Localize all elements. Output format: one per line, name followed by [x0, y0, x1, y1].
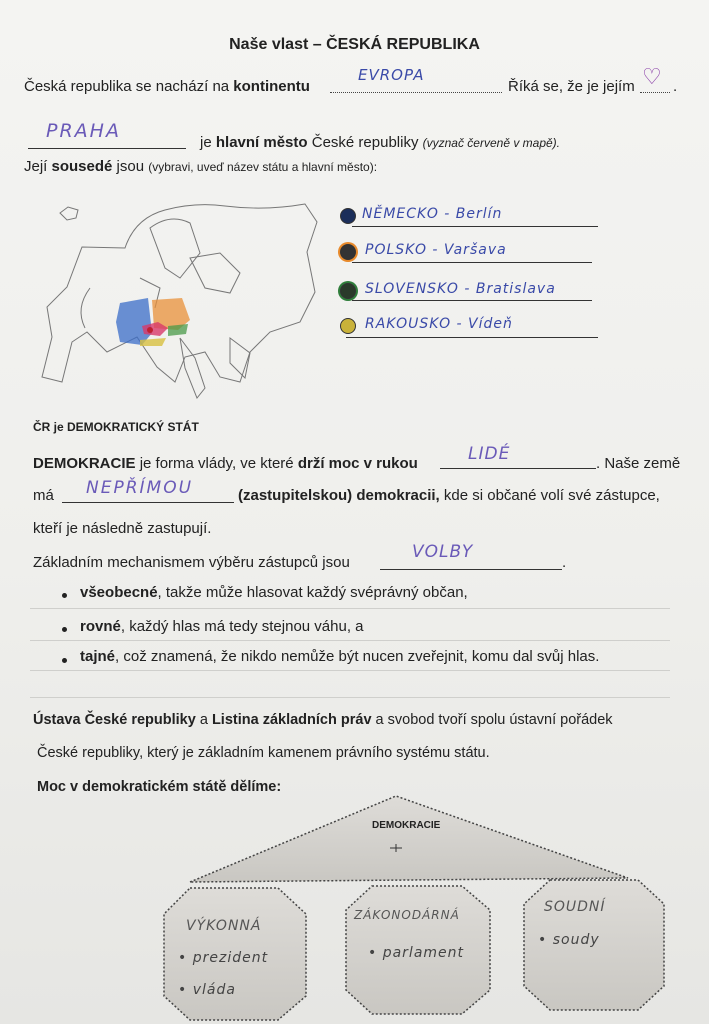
- answer-elections: VOLBY: [412, 542, 474, 562]
- bullet-secret: tajné, což znamená, že nikdo nemůže být nucen zveřejnit, komu dal svůj hlas.: [80, 648, 600, 665]
- democracy-line-2a: má: [33, 487, 54, 504]
- democracy-line-1: DEMOKRACIE je forma vlády, ve které drží moc v rukou: [33, 455, 418, 472]
- neighbour-slovakia: SLOVENSKO - Bratislava: [365, 281, 556, 297]
- europe-map: [30, 188, 330, 408]
- constitution-line-1: Ústava České republiky a Listina základních práv a svobod tvoří spolu ústavní pořádek: [33, 712, 613, 728]
- answer-continent: EVROPA: [358, 66, 425, 84]
- branch-executive-item-1: • prezident: [178, 950, 269, 966]
- neighbour-dot-germany: [340, 208, 356, 224]
- neighbour-dot-slovakia: [340, 283, 356, 299]
- neighbour-germany: NĚMECKO - Berlín: [362, 206, 503, 222]
- section-democracy-title: ČR je DEMOKRATICKÝ STÁT: [33, 420, 199, 434]
- democracy-line-3: kteří je následně zastupují.: [33, 520, 212, 537]
- democracy-line-1-end: . Naše země: [596, 455, 681, 472]
- branch-judicial-name: SOUDNÍ: [544, 899, 606, 915]
- answer-people: LIDÉ: [468, 444, 511, 464]
- democracy-line-4-end: .: [562, 554, 567, 571]
- neighbour-dot-austria: [340, 318, 356, 334]
- neighbour-dot-poland: [340, 244, 356, 260]
- heart-icon: ♡: [642, 64, 662, 89]
- branch-executive-name: VÝKONNÁ: [186, 918, 262, 934]
- q3-text: Její sousedé jsou (vybravi, uveď název státu a hlavní město):: [24, 158, 378, 175]
- branch-judicial-item-1: • soudy: [538, 932, 600, 948]
- map-germany: [116, 298, 152, 345]
- bullet-equal: rovné, každý hlas má tedy stejnou váhu, a: [80, 618, 364, 635]
- branch-legislative-name: ZÁKONODÁRNÁ: [354, 908, 460, 922]
- roof-shape: [190, 796, 628, 882]
- branch-legislative-item-1: • parlament: [368, 945, 465, 961]
- neighbour-poland: POLSKO - Varšava: [365, 242, 507, 258]
- constitution-line-2: České republiky, který je základním kamenem právního systému státu.: [37, 745, 490, 761]
- roof-label: DEMOKRACIE: [372, 820, 441, 831]
- democracy-line-2b: (zastupitelskou) demokracii, kde si občané volí své zástupce,: [238, 487, 660, 504]
- q2-text: je hlavní město České republiky (vyznač červeně v mapě).: [200, 134, 561, 151]
- answer-capital: PRAHA: [46, 120, 121, 142]
- map-slovakia: [168, 324, 188, 336]
- answer-indirect: NEPŘÍMOU: [86, 478, 194, 498]
- neighbour-austria: RAKOUSKO - Vídeň: [365, 316, 513, 332]
- power-title: Moc v demokratickém státě dělíme:: [37, 779, 282, 795]
- q1-text: Česká republika se nachází na kontinentu: [24, 78, 310, 95]
- democracy-line-4: Základním mechanismem výběru zástupců jsou: [33, 554, 350, 571]
- bullet-universal: všeobecné, takže může hlasovat každý svéprávný občan,: [80, 584, 468, 601]
- map-marker: [147, 327, 153, 333]
- page-title: Naše vlast – ČESKÁ REPUBLIKA: [229, 36, 480, 53]
- q1-mid: Říká se, že je jejím: [508, 78, 635, 95]
- branch-executive-item-2: • vláda: [178, 982, 236, 998]
